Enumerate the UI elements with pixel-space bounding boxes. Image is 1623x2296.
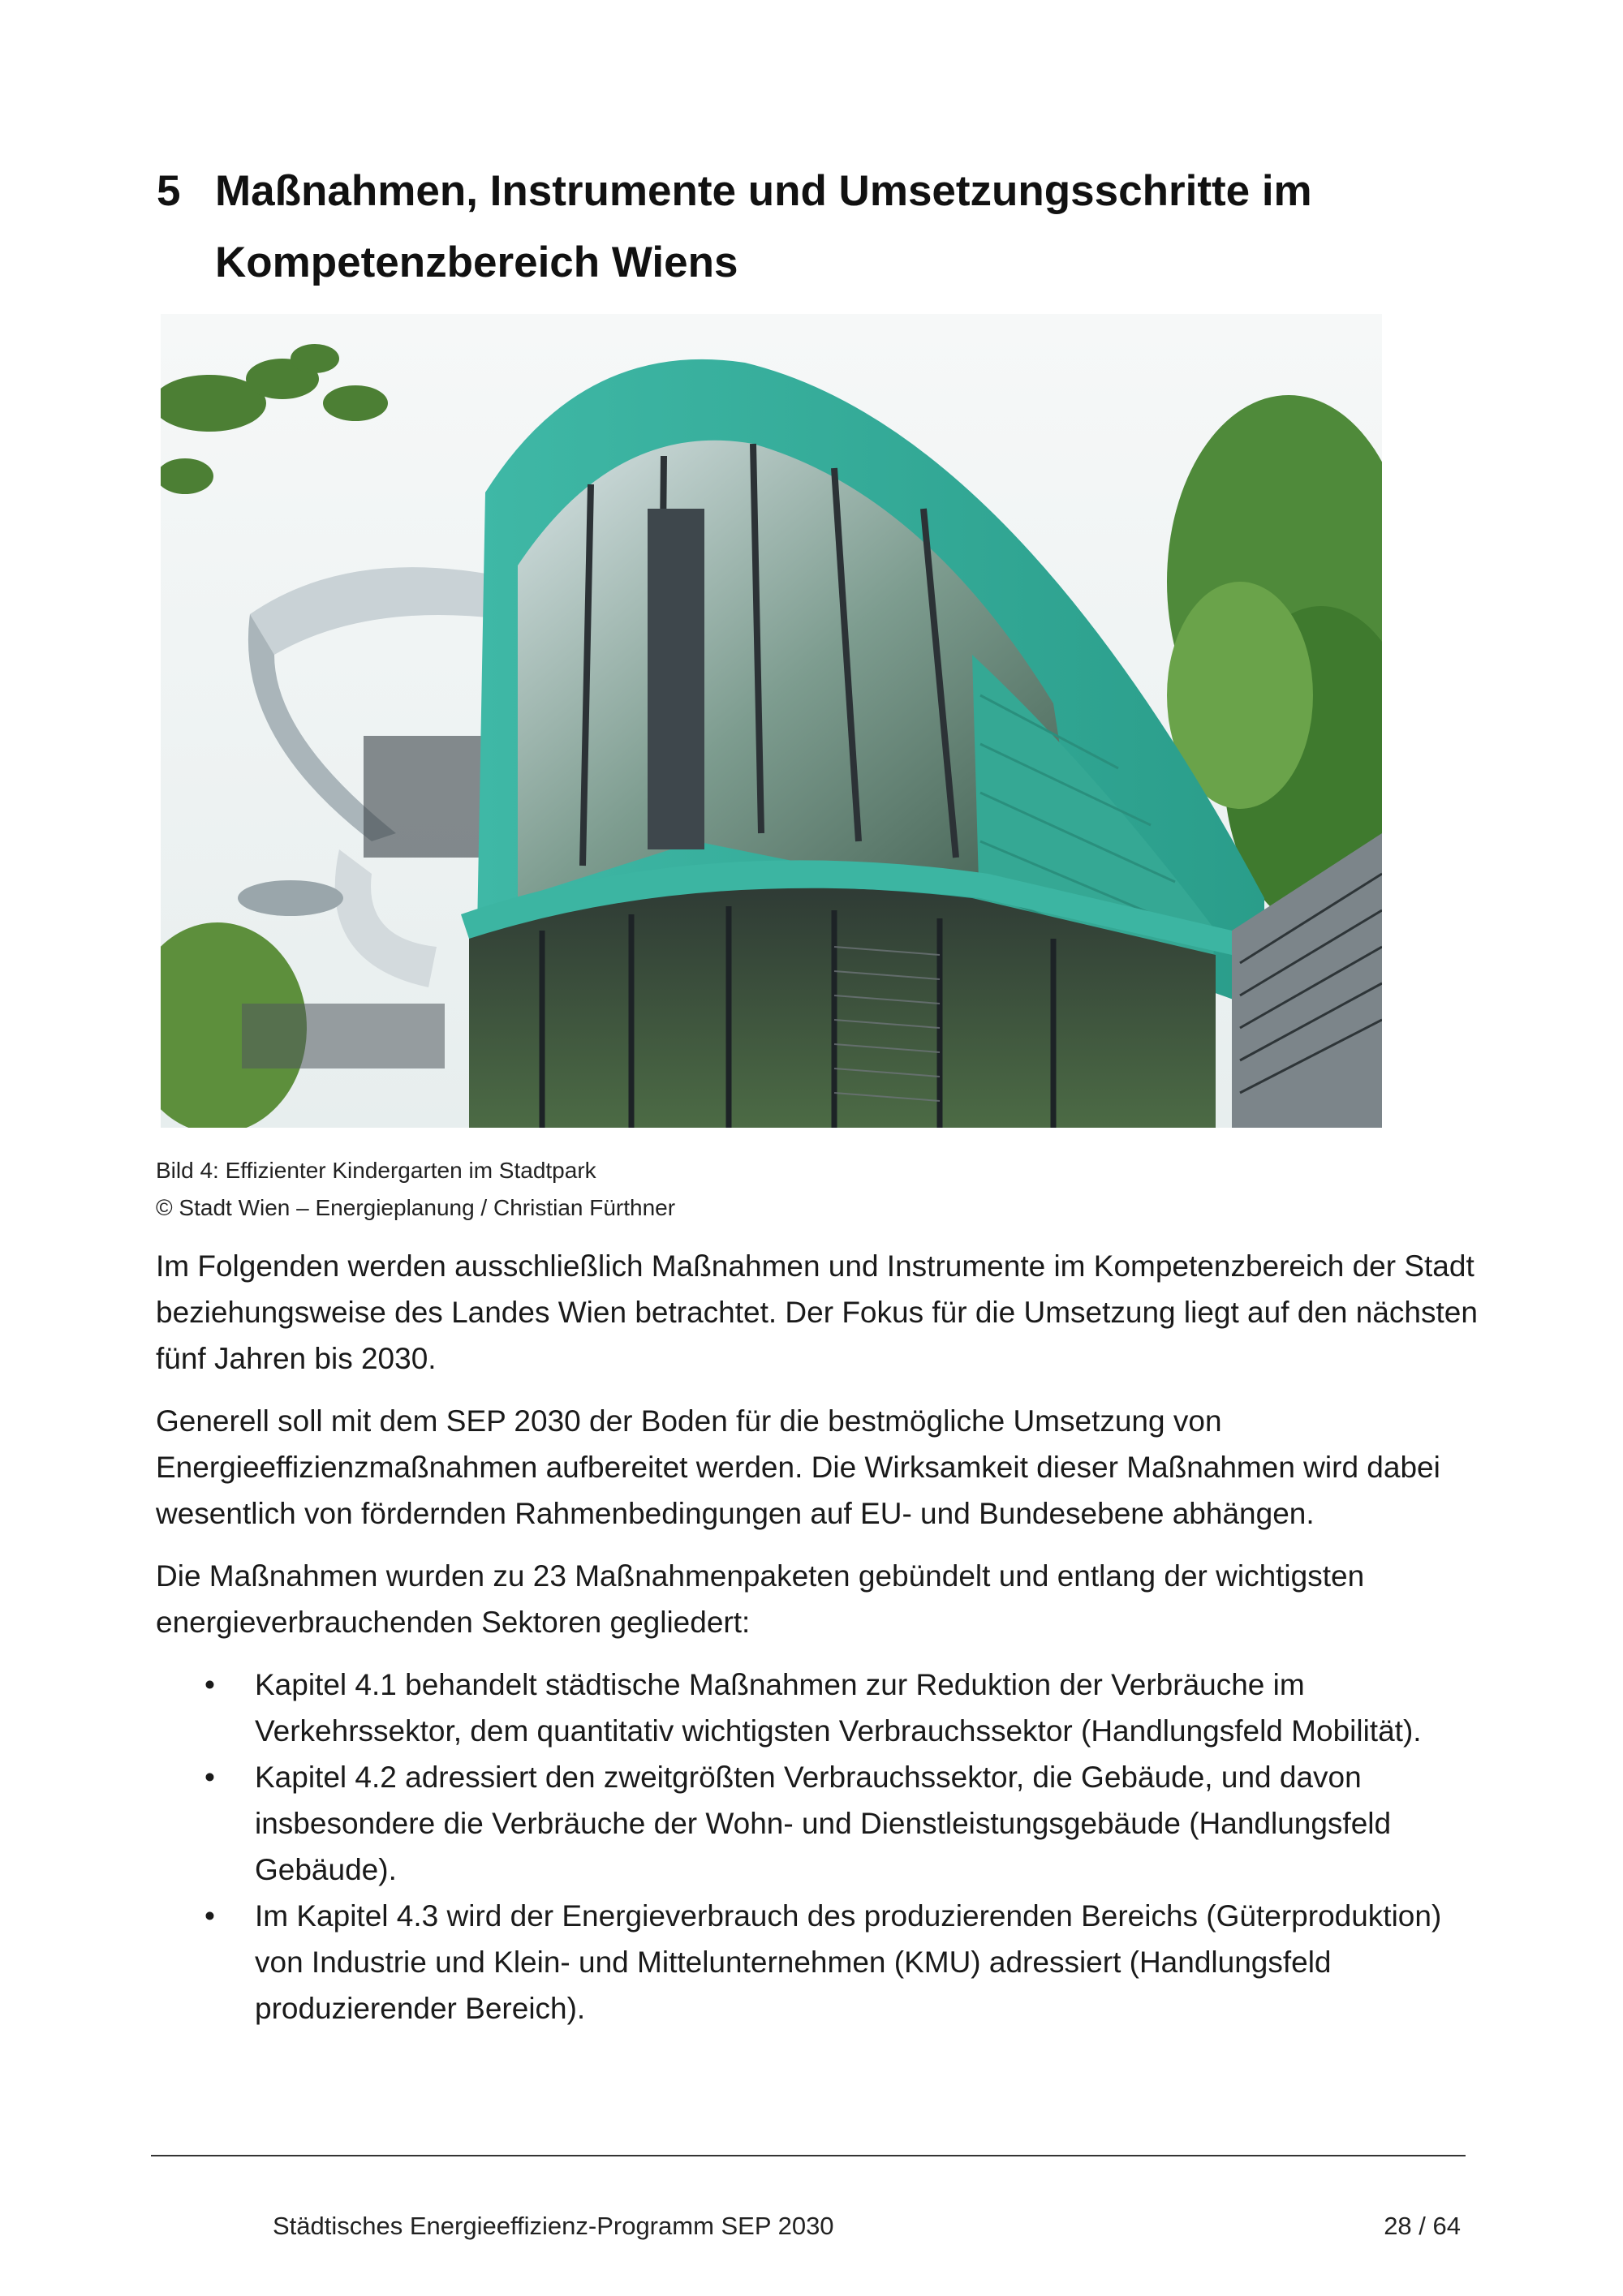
figure-caption bbox=[156, 1152, 675, 1227]
bullet-icon: • bbox=[204, 1899, 215, 1933]
paragraph: Generell soll mit dem SEP 2030 der Boden für die bestmögliche Umsetzung von Energieeffizienzmaßnahmen aufbereitet werden. Die Wirksamkeit dieser Maßnahmen wird dabei wesentlich von fördernden Rahmenbedingungen auf EU- und Bundesebene abhängen. bbox=[156, 1404, 1440, 1530]
list-item-text: Im Kapitel 4.3 wird der Energieverbrauch des produzierenden Bereichs (Güterproduktion) von Industrie und Klein- und Mittelunternehmen (KMU) adressiert (Handlungsfeld produzierender Bereich). bbox=[255, 1899, 1442, 2025]
list-item bbox=[156, 1893, 1487, 2032]
paragraph: Im Folgenden werden ausschließlich Maßnahmen und Instrumente im Kompetenzbereich der Stadt beziehungsweise des Landes Wien betrachtet. Der Fokus für die Umsetzung liegt auf den nächsten fünf Jahren bis 2030. bbox=[156, 1249, 1478, 1375]
bullet-list bbox=[156, 1662, 1487, 2032]
footer-divider bbox=[151, 2155, 1466, 2156]
bullet-icon: • bbox=[204, 1668, 215, 1701]
list-item bbox=[156, 1662, 1487, 1754]
section-heading bbox=[157, 156, 1471, 299]
caption-credit: © Stadt Wien – Energieplanung / Christian Fürthner bbox=[156, 1195, 676, 1220]
section-title: Maßnahmen, Instrumente und Umsetzungsschritte im Kompetenzbereich Wiens bbox=[215, 167, 1312, 286]
bullet-icon: • bbox=[204, 1761, 215, 1794]
body-text bbox=[156, 1243, 1487, 2032]
page-number: 28 / 64 bbox=[1384, 2212, 1461, 2240]
footer-document-title: Städtisches Energieeffizienz-Programm SEP 2030 bbox=[273, 2212, 834, 2240]
caption-title: Bild 4: Effizienter Kindergarten im Stadtpark bbox=[156, 1158, 596, 1183]
paragraph: Die Maßnahmen wurden zu 23 Maßnahmenpaketen gebündelt und entlang der wichtigsten energieverbrauchenden Sektoren gegliedert: bbox=[156, 1559, 1365, 1639]
list-item-text: Kapitel 4.1 behandelt städtische Maßnahmen zur Reduktion der Verbräuche im Verkehrssektor, dem quantitativ wichtigsten Verbrauchssektor (Handlungsfeld Mobilität). bbox=[255, 1668, 1422, 1748]
list-item-text: Kapitel 4.2 adressiert den zweitgrößten Verbrauchssektor, die Gebäude, und davon insbesondere die Verbräuche der Wohn- und Dienstleistungsgebäude (Handlungsfeld Gebäude). bbox=[255, 1761, 1392, 1886]
section-number: 5 bbox=[157, 167, 181, 215]
list-item bbox=[156, 1754, 1487, 1893]
kindergarten-photo bbox=[161, 314, 1382, 1128]
